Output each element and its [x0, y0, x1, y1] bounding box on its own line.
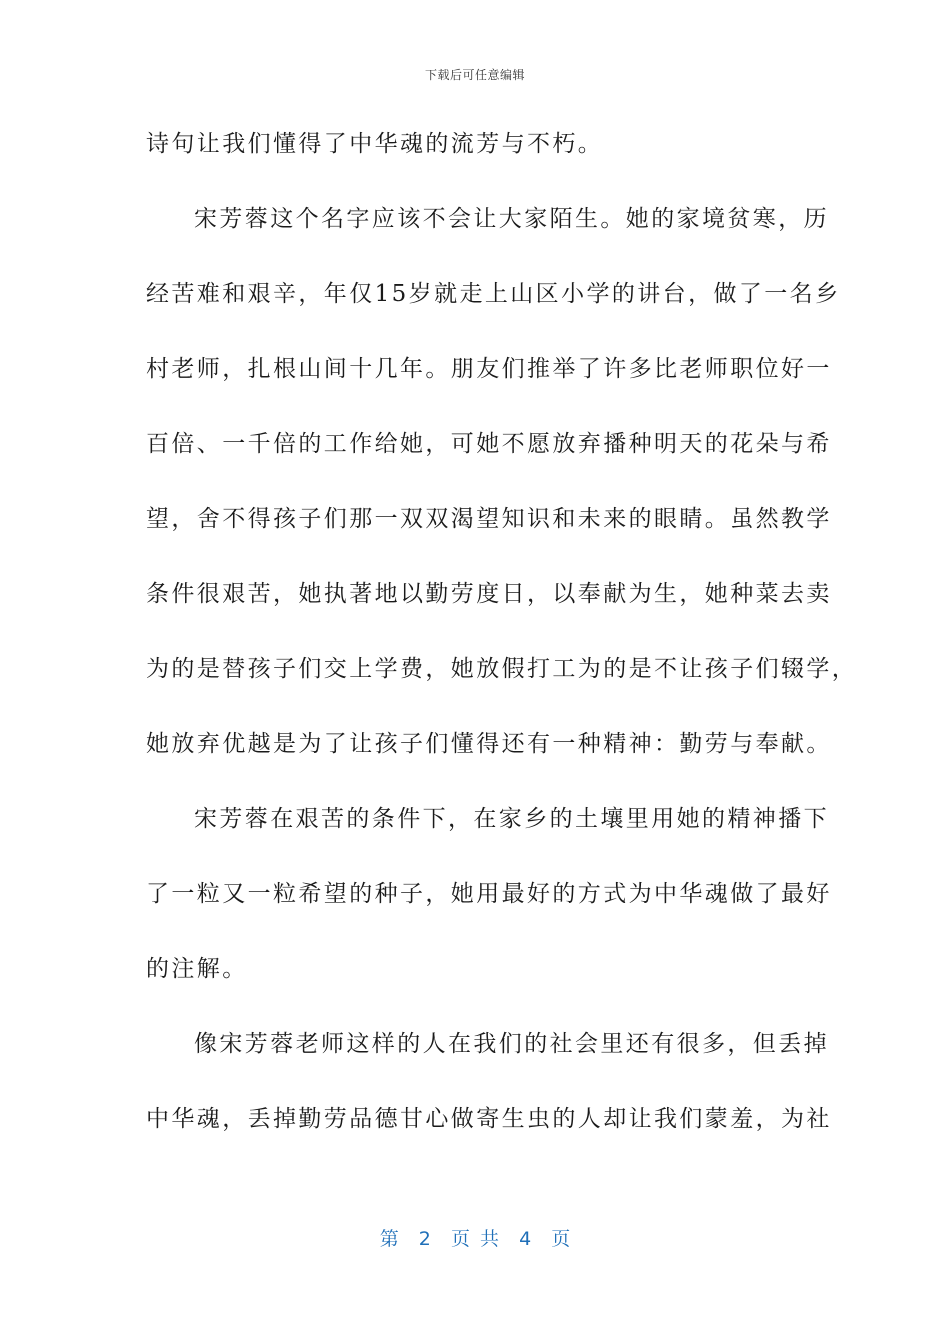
- text-line: 诗句让我们懂得了中华魂的流芳与不朽。: [146, 131, 604, 157]
- paragraph-first-line: 宋芳蓉在艰苦的条件下，在家乡的土壤里用她的精神播下: [194, 806, 829, 832]
- header-note: 下载后可任意编辑: [424, 68, 525, 82]
- text-line: 的注解。: [146, 956, 248, 982]
- text-line: 村老师，扎根山间十几年。朋友们推举了许多比老师职位好一: [146, 356, 832, 382]
- text-line: 中华魂，丢掉勤劳品德甘心做寄生虫的人却让我们蒙羞，为社: [146, 1106, 832, 1132]
- text-line: 条件很艰苦，她执著地以勤劳度日，以奉献为生，她种菜去卖: [146, 581, 832, 607]
- text-line: 百倍、一千倍的工作给她，可她不愿放弃播种明天的花朵与希: [146, 431, 832, 457]
- page-label: 第 2 页 共 4 页: [379, 1228, 571, 1250]
- text-line: 为的是替孩子们交上学费，她放假打工为的是不让孩子们辍学，: [146, 656, 858, 682]
- document-body: [146, 122, 858, 1172]
- text-line: 她放弃优越是为了让孩子们懂得还有一种精神：勤劳与奉献。: [146, 731, 832, 757]
- paragraph-first-line: 像宋芳蓉老师这样的人在我们的社会里还有很多，但丢掉: [194, 1031, 829, 1057]
- text-line: 经苦难和艰辛，年仅15岁就走上山区小学的讲台，做了一名乡: [146, 281, 841, 307]
- page-number-footer: [0, 1224, 950, 1251]
- text-line: 了一粒又一粒希望的种子，她用最好的方式为中华魂做了最好: [146, 881, 832, 907]
- text-line: 望，舍不得孩子们那一双双渴望知识和未来的眼睛。虽然教学: [146, 506, 832, 532]
- paragraph-first-line: 宋芳蓉这个名字应该不会让大家陌生。她的家境贫寒，历: [194, 206, 829, 232]
